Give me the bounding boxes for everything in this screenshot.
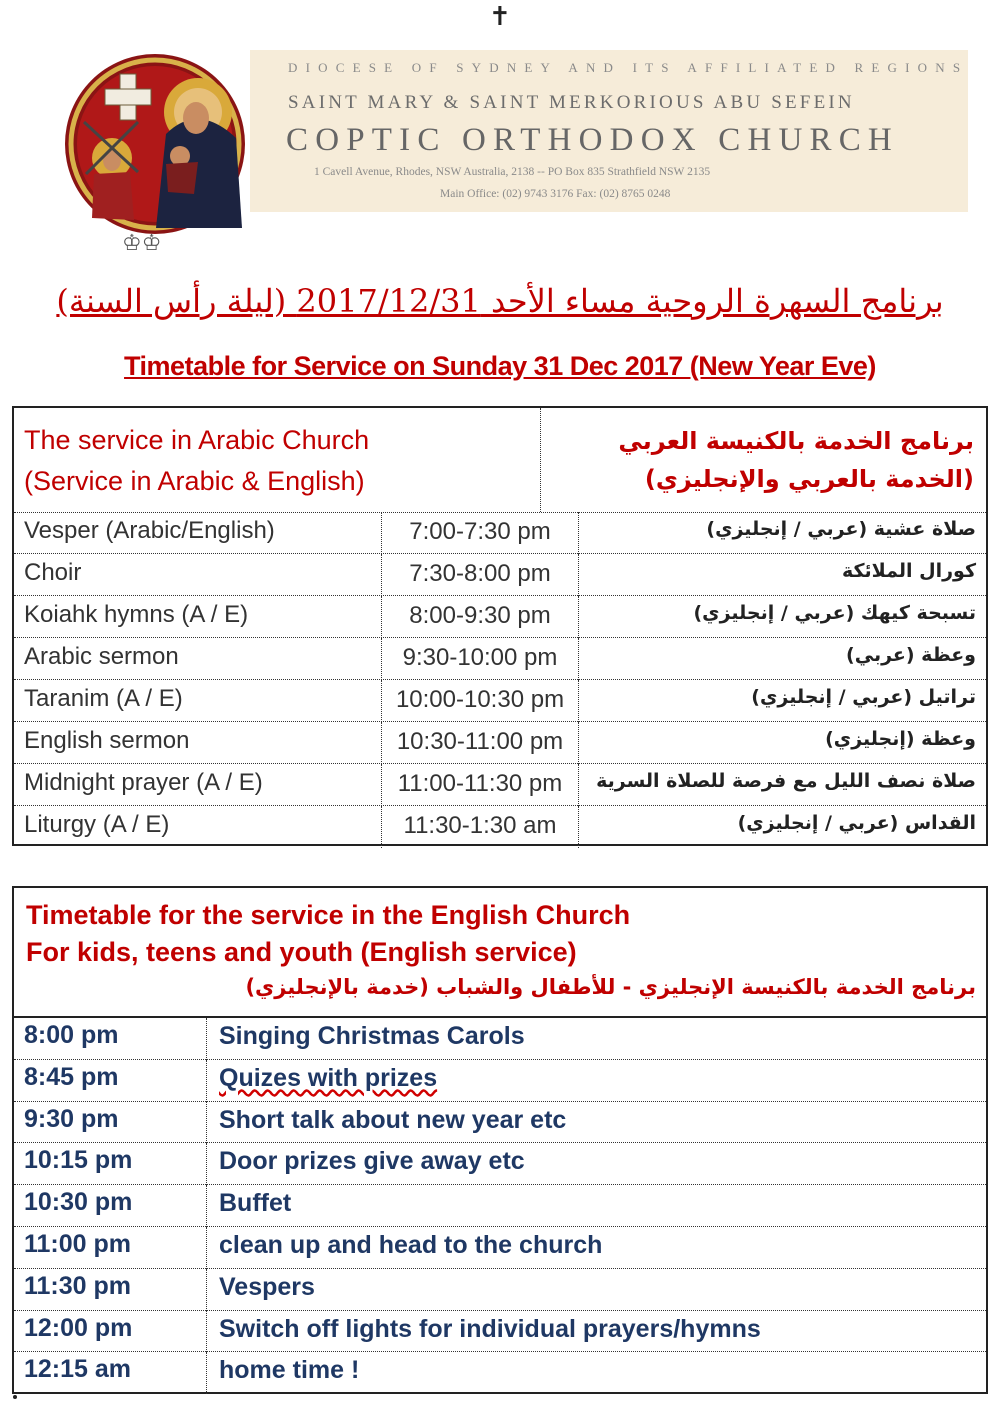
- activity-time: 8:45 pm: [24, 1062, 119, 1091]
- activity-name: Door prizes give away etc: [206, 1143, 525, 1185]
- service-name-arabic: تسبحة كيهك (عربي / إنجليزي): [693, 602, 976, 624]
- english-church-header: [14, 888, 986, 1018]
- table-row: [14, 1227, 986, 1269]
- service-name-arabic: صلاة عشية (عربي / إنجليزي): [706, 518, 976, 540]
- service-time: 10:00-10:30 pm: [381, 680, 579, 722]
- activity-name: [206, 1060, 437, 1102]
- activity-time: 11:30 pm: [24, 1271, 132, 1300]
- service-name-arabic: صلاة نصف الليل مع فرصة للصلاة السرية: [596, 770, 976, 792]
- title-english: Timetable for Service on Sunday 31 Dec 2017 (New Year Eve): [124, 351, 876, 381]
- english-church-rows: [14, 1018, 986, 1394]
- arabic-church-rows: [14, 512, 986, 848]
- service-time: 10:30-11:00 pm: [381, 722, 579, 764]
- table-row: [14, 554, 986, 596]
- activity-name: Short talk about new year etc: [206, 1102, 566, 1144]
- service-name: Choir: [24, 559, 82, 586]
- svg-text:♔♔: ♔♔: [122, 231, 162, 252]
- activity-time: 10:15 pm: [24, 1146, 133, 1175]
- table-row: [14, 512, 986, 554]
- table-row: [14, 1143, 986, 1185]
- stray-mark: [13, 1395, 17, 1399]
- title-arabic: برنامج السهرة الروحية مساء الأحد 2017/12/31 (ليلة رأس السنة): [56, 282, 944, 320]
- activity-time: 11:00 pm: [24, 1229, 132, 1258]
- service-name-arabic: كورال الملائكة: [841, 560, 976, 582]
- service-name-arabic: القداس (عربي / إنجليزي): [737, 812, 976, 834]
- activity-name: Buffet: [206, 1185, 291, 1227]
- service-name: Taranim (A / E): [24, 685, 183, 712]
- table-row: [14, 764, 986, 806]
- service-name-arabic: وعظة (عربي): [846, 644, 976, 666]
- activity-name: Singing Christmas Carols: [206, 1018, 525, 1060]
- service-name-arabic: وعظة (إنجليزي): [825, 728, 976, 750]
- service-time: 11:30-1:30 am: [381, 806, 579, 848]
- english-church-header-arabic: برنامج الخدمة بالكنيسة الإنجليزي - للأطفال والشباب (خدمة بالإنجليزي): [245, 975, 976, 999]
- activity-time: 8:00 pm: [24, 1021, 119, 1049]
- church-office-phone: Main Office: (02) 9743 3176 Fax: (02) 8765 0248: [440, 188, 671, 200]
- table-row: [14, 1018, 986, 1060]
- service-name: English sermon: [24, 727, 190, 754]
- diocese-line: DIOCESE OF SYDNEY AND ITS AFFILIATED REGIONS: [288, 60, 969, 75]
- service-time: 11:00-11:30 pm: [381, 764, 579, 806]
- arabic-church-timetable: [12, 406, 988, 846]
- service-name-arabic: تراتيل (عربي / إنجليزي): [751, 686, 976, 708]
- activity-time: 10:30 pm: [24, 1188, 133, 1217]
- table-row: [14, 1060, 986, 1102]
- activity-time: 9:30 pm: [24, 1104, 119, 1133]
- service-time: 9:30-10:00 pm: [381, 638, 579, 680]
- table-row: [14, 680, 986, 722]
- activity-name-text: Quizes with prizes: [219, 1063, 438, 1092]
- table-row: [14, 1352, 986, 1394]
- service-name: Liturgy (A / E): [24, 811, 170, 838]
- cross-icon: ✝: [489, 2, 511, 32]
- service-name: Arabic sermon: [24, 643, 179, 670]
- service-time: 8:00-9:30 pm: [381, 596, 579, 638]
- table-row: [14, 1185, 986, 1227]
- english-church-header-line2: For kids, teens and youth (English service): [26, 937, 577, 967]
- church-logo-seal: [38, 52, 276, 252]
- arabic-church-header: [14, 408, 986, 513]
- table-row: [14, 722, 986, 764]
- table-row: [14, 1311, 986, 1353]
- table-row: [14, 806, 986, 848]
- activity-name: Vespers: [206, 1269, 315, 1311]
- service-name: Vesper (Arabic/English): [24, 517, 275, 544]
- arabic-church-header-ar-2: (الخدمة بالعربي والإنجليزي): [644, 465, 974, 493]
- activity-name: clean up and head to the church: [206, 1227, 602, 1269]
- activity-name: home time !: [206, 1352, 359, 1394]
- service-time: 7:30-8:00 pm: [381, 554, 579, 596]
- header-divider: [540, 408, 541, 512]
- service-name: Koiahk hymns (A / E): [24, 601, 249, 628]
- table-row: [14, 638, 986, 680]
- church-address: 1 Cavell Avenue, Rhodes, NSW Australia, 2138 -- PO Box 835 Strathfield NSW 2135: [314, 166, 711, 178]
- activity-time: 12:15 am: [24, 1355, 132, 1384]
- table-row: [14, 596, 986, 638]
- english-church-timetable: [12, 886, 988, 1394]
- arabic-church-header-ar-1: برنامج الخدمة بالكنيسة العربي: [618, 427, 974, 455]
- activity-name: Switch off lights for individual prayers/hymns: [206, 1311, 761, 1353]
- church-name: COPTIC ORTHODOX CHURCH: [286, 122, 899, 158]
- arabic-church-header-en-2: (Service in Arabic & English): [24, 466, 365, 496]
- table-row: [14, 1102, 986, 1144]
- table-row: [14, 1269, 986, 1311]
- service-time: 7:00-7:30 pm: [381, 512, 579, 554]
- arabic-church-header-en-1: The service in Arabic Church: [24, 425, 370, 455]
- english-church-header-line1: Timetable for the service in the English Church: [26, 900, 631, 930]
- letterhead-banner: [250, 50, 968, 212]
- saints-line: SAINT MARY & SAINT MERKORIOUS ABU SEFEIN: [288, 92, 855, 113]
- activity-time: 12:00 pm: [24, 1313, 133, 1342]
- service-name: Midnight prayer (A / E): [24, 769, 263, 796]
